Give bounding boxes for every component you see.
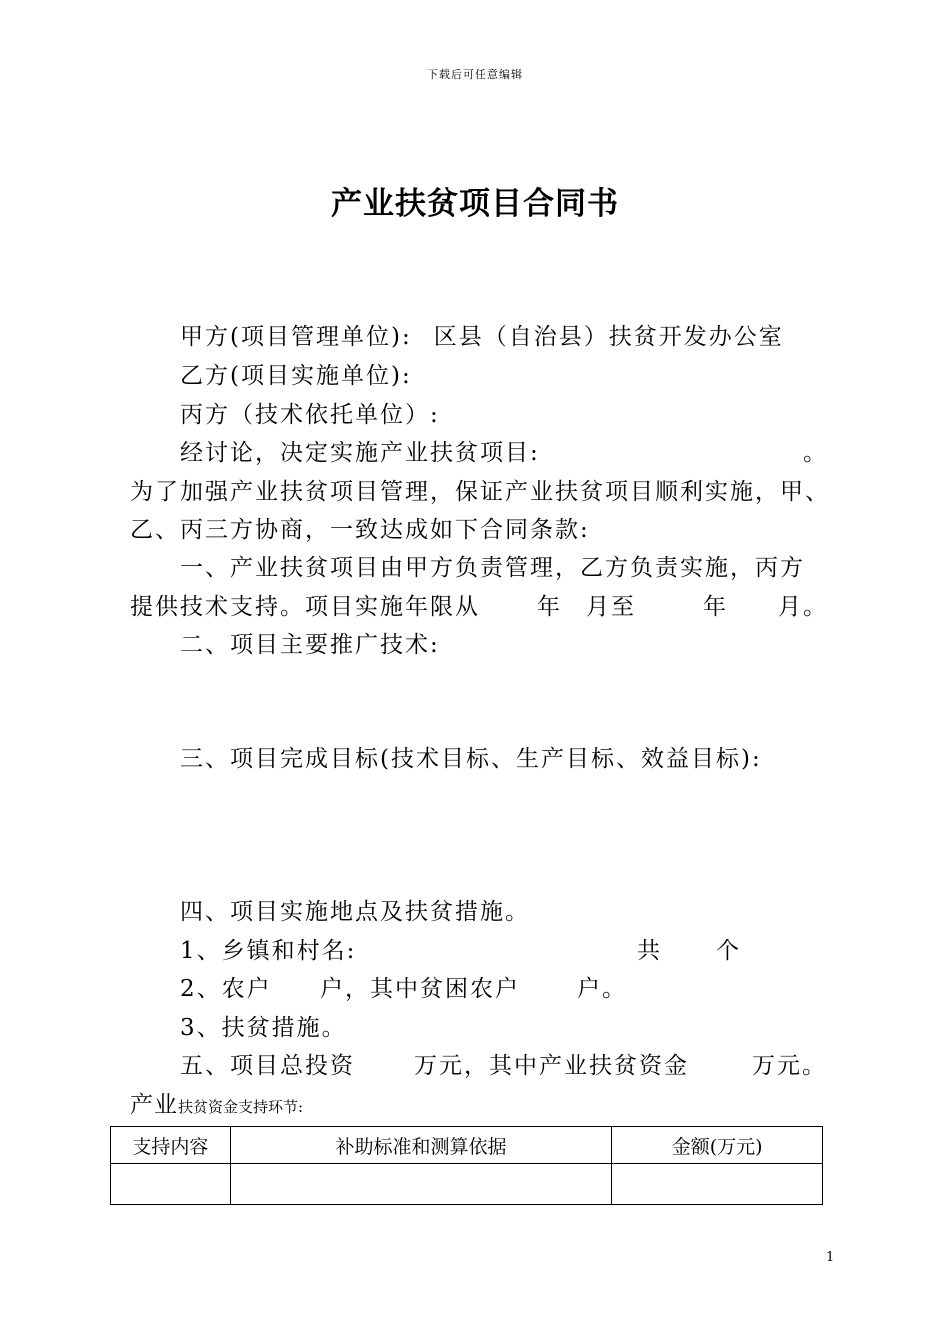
clause-5-total: 五、项目总投资	[180, 1053, 355, 1079]
item-1-unit: 个	[716, 938, 741, 964]
clause-1-year-2: 年	[703, 594, 728, 620]
table-header-row	[111, 1127, 823, 1164]
clause-1-month-1: 月至	[586, 594, 636, 620]
table-cell	[111, 1164, 231, 1205]
support-table	[110, 1126, 823, 1205]
table-header-cell: 支持内容	[111, 1127, 231, 1164]
item-2-poor-households: 户，其中贫困农户	[320, 976, 520, 1002]
table-row	[111, 1164, 823, 1205]
table-cell	[230, 1164, 611, 1205]
page-number: 1	[826, 1250, 835, 1265]
intro-line-2: 乙、丙三方协商，一致达成如下合同条款:	[130, 517, 590, 543]
support-heading-big: 产业	[130, 1092, 178, 1118]
clause-5-end: 万元。	[752, 1053, 827, 1079]
party-a-label: 甲方(项目管理单位):	[180, 324, 412, 350]
item-1-label: 1、乡镇和村名:	[180, 938, 357, 964]
table-header-cell: 补助标准和测算依据	[230, 1127, 611, 1164]
item-2-end: 户。	[577, 976, 627, 1002]
discussion-end: 。	[803, 440, 828, 466]
document-title: 产业扶贫项目合同书	[331, 186, 619, 222]
support-heading-small: 扶贫资金支持环节:	[178, 1098, 304, 1116]
discussion-label: 经讨论，决定实施产业扶贫项目:	[180, 440, 540, 466]
party-c-label: 丙方（技术依托单位）:	[180, 402, 440, 428]
party-b-label: 乙方(项目实施单位):	[180, 363, 412, 389]
discussion-line	[180, 438, 540, 468]
header-note: 下载后可任意编辑	[427, 68, 523, 81]
clause-1-month-2: 月。	[778, 594, 828, 620]
clause-1-line-1: 一、产业扶贫项目由甲方负责管理，乙方负责实施，丙方	[180, 555, 805, 581]
support-heading	[130, 1090, 303, 1122]
clause-1-year-1: 年	[537, 594, 562, 620]
clause-4: 四、项目实施地点及扶贫措施。	[180, 899, 530, 925]
clause-2: 二、项目主要推广技术:	[180, 632, 440, 658]
party-a-line	[180, 322, 784, 352]
item-1-total: 共	[637, 938, 662, 964]
table-cell	[612, 1164, 823, 1205]
clause-3: 三、项目完成目标(技术目标、生产目标、效益目标):	[180, 746, 762, 772]
item-3: 3、扶贫措施。	[180, 1015, 347, 1041]
party-a-value: 区县（自治县）扶贫开发办公室	[433, 324, 784, 350]
clause-1-line-2: 提供技术支持。项目实施年限从	[130, 594, 480, 620]
item-2-households: 2、农户	[180, 976, 272, 1002]
intro-line-1: 为了加强产业扶贫项目管理，保证产业扶贫项目顺利实施，甲、	[130, 479, 830, 505]
clause-5-fund: 万元，其中产业扶贫资金	[414, 1053, 689, 1079]
table-header-cell: 金额(万元)	[612, 1127, 823, 1164]
